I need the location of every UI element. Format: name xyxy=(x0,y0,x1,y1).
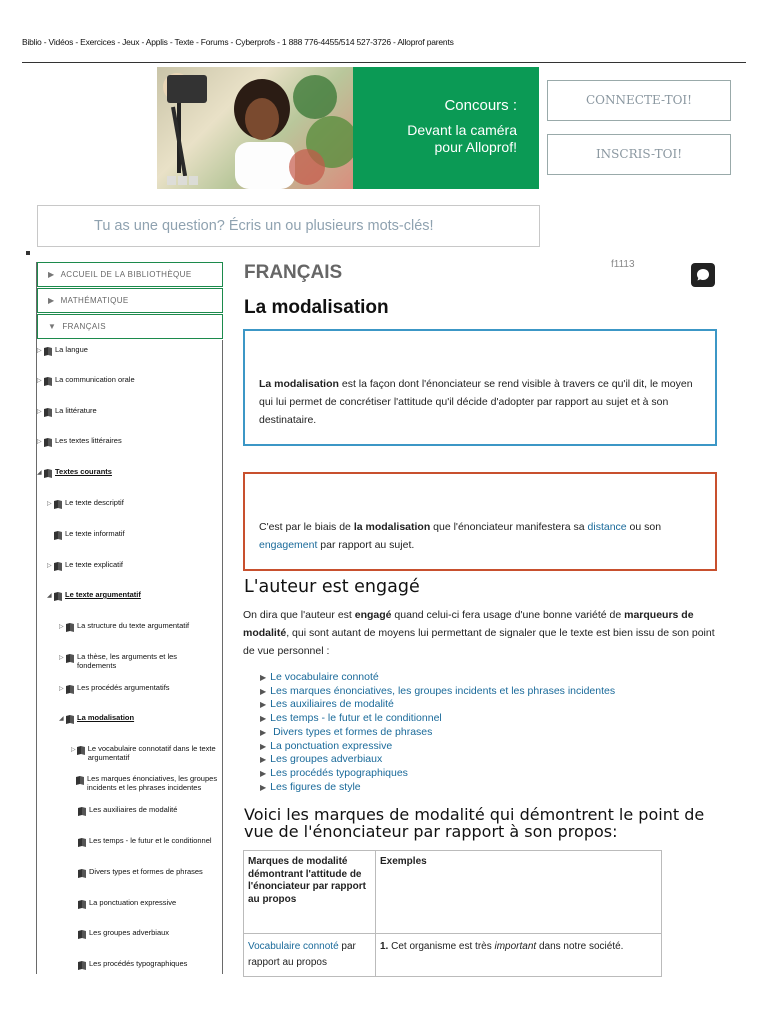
tree-item-label: Le texte descriptif xyxy=(65,498,124,507)
paragraph-bold: marqueurs de modalité xyxy=(243,609,694,639)
list-link[interactable]: Les figures de style xyxy=(270,780,361,793)
link-engagement[interactable]: engagement xyxy=(259,539,318,551)
book-icon xyxy=(43,407,53,417)
sidebar-tree-item[interactable] xyxy=(47,499,124,509)
sidebar-tree-item[interactable] xyxy=(71,775,222,792)
contest-banner[interactable] xyxy=(157,67,539,189)
chat-icon[interactable] xyxy=(691,263,715,287)
bullet-arrow-icon: ▶ xyxy=(260,686,267,696)
book-icon xyxy=(77,868,87,878)
tree-item-label: Les auxiliaires de modalité xyxy=(89,805,178,814)
tree-item-label: La modalisation xyxy=(77,713,135,722)
tree-item-label: Le texte argumentatif xyxy=(65,590,141,599)
banner-title: Concours : xyxy=(444,97,517,114)
book-icon xyxy=(77,837,87,847)
list-link[interactable]: Les temps - le futur et le conditionnel xyxy=(270,712,442,725)
bullet-arrow-icon: ▶ xyxy=(260,755,267,765)
sidebar-section-french[interactable] xyxy=(37,314,223,339)
paragraph-text: quand celui-ci fera usage d'une bonne variété de xyxy=(391,609,625,621)
book-icon xyxy=(65,684,75,694)
library-sidebar xyxy=(36,262,222,974)
expand-toggle-icon[interactable]: ▷ xyxy=(37,439,42,445)
note-text: par rapport au sujet. xyxy=(317,539,415,551)
tree-item-label: La langue xyxy=(55,345,88,354)
bullet-arrow-icon: ▶ xyxy=(260,768,267,778)
sidebar-tree-item[interactable] xyxy=(59,653,212,670)
tree-item-label: Le texte informatif xyxy=(65,529,125,538)
tree-item-label: La thèse, les arguments et les fondements xyxy=(77,652,178,670)
bullet-arrow-icon: ▶ xyxy=(260,673,267,682)
bullet-arrow-icon: ▶ xyxy=(260,714,267,724)
expand-toggle-icon[interactable]: ▷ xyxy=(37,348,42,354)
sidebar-tree-item[interactable] xyxy=(71,745,222,762)
tree-item-label: Les temps - le futur et le conditionnel xyxy=(89,836,212,845)
bullet-arrow-icon: ▶ xyxy=(260,727,267,737)
bullet-arrow-icon: ▶ xyxy=(260,741,267,751)
sidebar-tree-item[interactable] xyxy=(59,622,189,632)
collapse-icon: ▼ xyxy=(48,322,57,331)
expand-toggle-icon[interactable]: ▷ xyxy=(47,563,52,569)
tree-item-label: La ponctuation expressive xyxy=(89,898,177,907)
note-term: la modalisation xyxy=(353,521,431,533)
sidebar-section-home[interactable] xyxy=(37,262,223,287)
search-input[interactable]: Tu as une question? Écris un ou plusieurs mots-clés! xyxy=(37,205,540,247)
table-header-row xyxy=(244,851,662,934)
sidebar-tree-item[interactable] xyxy=(47,561,123,571)
tree-item-label: Le vocabulaire connotatif dans le texte argumentatif xyxy=(87,744,216,762)
expand-toggle-icon[interactable]: ▷ xyxy=(59,686,64,692)
book-icon xyxy=(43,376,53,386)
sidebar-tree-item[interactable] xyxy=(71,837,212,847)
list-link[interactable]: La ponctuation expressive xyxy=(270,739,393,752)
table-header: Marques de modalité démontrant l'attitude de l'énonciateur par rapport au propos xyxy=(244,851,376,934)
book-icon xyxy=(53,561,63,571)
top-navigation[interactable]: Biblio - Vidéos - Exercices - Jeux - Applis - Texte - Forums - Cyberprofs - 1 888 776-4455/514 527-3726 - Alloprof parents xyxy=(22,37,454,47)
sidebar-tree-item[interactable] xyxy=(37,407,97,417)
tree-item-label: Le texte explicatif xyxy=(65,560,123,569)
sidebar-tree-item[interactable] xyxy=(37,346,88,356)
book-icon xyxy=(65,622,75,632)
section-label: MATHÉMATIQUE xyxy=(60,296,129,305)
list-link[interactable]: Les groupes adverbiaux xyxy=(270,753,383,766)
note-box xyxy=(243,472,717,571)
list-link[interactable]: Les marques énonciatives, les groupes incidents et les phrases incidentes xyxy=(270,684,616,697)
modality-table xyxy=(243,850,662,977)
list-item[interactable] xyxy=(260,740,615,754)
definition-term: La modalisation xyxy=(259,378,339,390)
section-label: FRANÇAIS xyxy=(62,322,106,331)
sidebar-tree-item[interactable] xyxy=(59,684,170,694)
expand-toggle-icon[interactable]: ◢ xyxy=(59,716,64,722)
paragraph xyxy=(243,606,717,660)
expand-toggle-icon[interactable]: ▷ xyxy=(37,409,42,415)
book-icon xyxy=(65,714,75,724)
book-icon xyxy=(77,899,87,909)
banner-line: Devant la caméra xyxy=(407,122,517,138)
subject-heading: FRANÇAIS xyxy=(244,262,343,283)
carousel-dots[interactable] xyxy=(167,176,198,185)
expand-icon: ▶ xyxy=(48,270,55,279)
page-title: La modalisation xyxy=(244,297,389,318)
sidebar-tree-item[interactable] xyxy=(71,868,203,878)
list-item[interactable] xyxy=(260,698,615,712)
table-header: Exemples xyxy=(376,851,662,934)
tree-item-label: Divers types et formes de phrases xyxy=(89,867,203,876)
paragraph-text: , qui sont autant de moyens lui permettant de signaler que le texte est bien issu de son point de vue personnel : xyxy=(243,627,715,657)
tree-item-label: La structure du texte argumentatif xyxy=(77,621,190,630)
tree-item-label: Textes courants xyxy=(55,467,112,476)
section-heading: L'auteur est engagé xyxy=(244,577,420,597)
book-icon xyxy=(53,591,63,601)
expand-toggle-icon[interactable]: ▷ xyxy=(59,655,64,661)
sidebar-tree-item[interactable] xyxy=(71,929,169,939)
modality-markers-list xyxy=(260,671,615,794)
expand-toggle-icon[interactable]: ◢ xyxy=(47,593,52,599)
list-item[interactable] xyxy=(260,781,615,795)
cell-text: Cet organisme est très xyxy=(388,941,495,952)
book-icon xyxy=(65,653,75,663)
list-link[interactable]: Les auxiliaires de modalité xyxy=(270,698,394,711)
sidebar-tree-item[interactable] xyxy=(37,468,112,478)
tree-item-label: La littérature xyxy=(55,406,97,415)
login-button[interactable]: CONNECTE-TOI! xyxy=(547,80,731,121)
cell-emphasis: important xyxy=(494,941,537,952)
example-number: 1. xyxy=(380,941,389,952)
table-heading: Voici les marques de modalité qui démontrent le point de vue de l'énonciateur par rapport à son propos: xyxy=(244,805,705,841)
note-text: ou son xyxy=(626,521,662,533)
tree-item-label: La communication orale xyxy=(55,375,135,384)
paragraph-text: On dira que l'auteur est xyxy=(243,609,355,621)
sidebar-tree-item[interactable] xyxy=(71,960,187,970)
book-icon xyxy=(53,530,63,540)
link-vocabulaire-connote[interactable]: Vocabulaire connoté xyxy=(248,941,339,952)
expand-toggle-icon[interactable]: ▷ xyxy=(47,501,52,507)
book-icon xyxy=(43,468,53,478)
sidebar-tree-item[interactable] xyxy=(37,376,135,386)
signup-button[interactable]: INSCRIS-TOI! xyxy=(547,134,731,175)
list-item[interactable] xyxy=(260,726,615,740)
banner-line: pour Alloprof! xyxy=(434,139,517,155)
bullet-marker xyxy=(26,251,30,255)
paragraph-bold: engagé xyxy=(354,609,392,621)
tree-item-label: Les marques énonciatives, les groupes incidents et les phrases incidentes xyxy=(87,774,218,792)
cell-text: par rapport au propos xyxy=(248,941,356,968)
list-link[interactable]: Les procédés typographiques xyxy=(270,766,408,779)
bullet-arrow-icon: ▶ xyxy=(260,782,267,792)
tree-item-label: Les groupes adverbiaux xyxy=(89,928,170,937)
tree-item-label: Les procédés typographiques xyxy=(89,959,188,968)
book-icon xyxy=(77,806,87,816)
expand-toggle-icon[interactable]: ▷ xyxy=(37,378,42,384)
definition-box xyxy=(243,329,717,446)
divider xyxy=(22,62,746,63)
definition-text: est la façon dont l'énonciateur se rend visible à travers ce qu'il dit, le moyen qui lui permet de concrétiser l'attitude qu'il décide d'adopter par rapport au sujet et à son destinataire. xyxy=(259,378,693,426)
sidebar-tree-item[interactable] xyxy=(71,899,176,909)
list-link[interactable]: Divers types et formes de phrases xyxy=(270,725,433,738)
book-icon xyxy=(53,499,63,509)
tree-item-label: Les procédés argumentatifs xyxy=(77,683,170,692)
banner-text xyxy=(353,67,539,189)
sidebar-tree-item[interactable] xyxy=(47,530,125,540)
list-item[interactable] xyxy=(260,753,615,767)
book-icon xyxy=(76,745,86,755)
sidebar-tree-item[interactable] xyxy=(59,714,134,724)
book-icon xyxy=(75,775,85,785)
expand-toggle-icon[interactable]: ▷ xyxy=(71,747,76,753)
book-icon xyxy=(77,960,87,970)
expand-toggle-icon[interactable]: ▷ xyxy=(59,624,64,630)
sidebar-tree-item[interactable] xyxy=(71,806,177,816)
table-cell xyxy=(244,934,376,977)
expand-toggle-icon[interactable]: ◢ xyxy=(37,470,42,476)
page-reference: f1113 xyxy=(611,259,635,270)
note-text: C'est par le biais de xyxy=(259,521,354,533)
tree-item-label: Les textes littéraires xyxy=(55,436,122,445)
banner-photo xyxy=(157,67,353,189)
list-item[interactable] xyxy=(260,671,615,685)
list-link[interactable]: Le vocabulaire connoté xyxy=(270,671,379,683)
book-icon xyxy=(77,929,87,939)
bullet-arrow-icon: ▶ xyxy=(260,700,267,710)
sidebar-tree-item[interactable] xyxy=(37,437,122,447)
cell-text: dans notre société. xyxy=(536,941,624,952)
note-text: que l'énonciateur manifestera sa xyxy=(430,521,588,533)
book-icon xyxy=(43,437,53,447)
table-cell xyxy=(376,934,662,977)
expand-icon: ▶ xyxy=(48,296,55,305)
list-item[interactable] xyxy=(260,767,615,781)
section-label: ACCUEIL DE LA BIBLIOTHÈQUE xyxy=(60,270,192,279)
table-row xyxy=(244,934,662,977)
sidebar-tree-item[interactable] xyxy=(47,591,141,601)
book-icon xyxy=(43,346,53,356)
sidebar-section-math[interactable] xyxy=(37,288,223,313)
link-distance[interactable]: distance xyxy=(587,521,627,533)
list-item[interactable] xyxy=(260,712,615,726)
list-item[interactable] xyxy=(260,685,615,699)
